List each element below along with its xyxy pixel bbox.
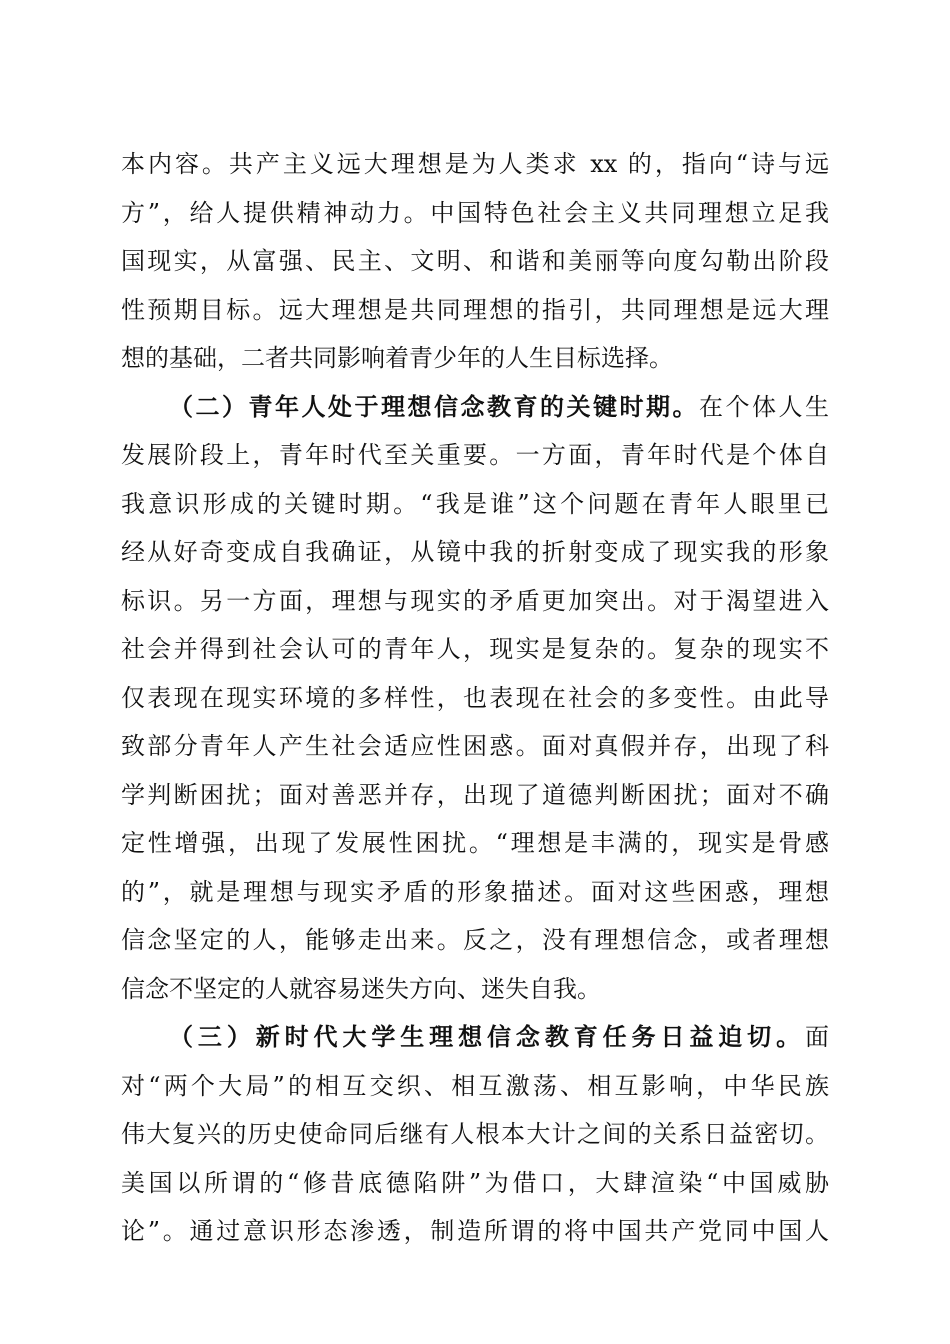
text-line: 学判断困扰；面对善恶并存，出现了道德判断困扰；面对不确: [121, 780, 829, 809]
text-line: 发展阶段上，青年时代至关重要。一方面，青年时代是个体自: [121, 441, 829, 469]
text-line: 国现实，从富强、民主、文明、和谐和美丽等向度勾勒出阶段: [121, 247, 829, 275]
text-line: 对“两个大局”的相互交织、相互激荡、相互影响，中华民族: [121, 1071, 829, 1100]
text-line: 方”，给人提供精神动力。中国特色社会主义共同理想立足我: [121, 198, 829, 227]
text-line: 信念坚定的人，能够走出来。反之，没有理想信念，或者理想: [121, 926, 829, 954]
text-line: 本内容。共产主义远大理想是为人类求 xx 的，指向“诗与远: [121, 150, 829, 178]
text-line: 美国以所谓的“修昔底德陷阱”为借口，大肆渲染“中国威胁: [121, 1168, 829, 1197]
heading-followup-text: 面: [805, 1023, 829, 1051]
text-line: 性预期目标。远大理想是共同理想的指引，共同理想是远大理: [121, 295, 829, 324]
text-line: 我意识形成的关键时期。“我是谁”这个问题在青年人眼里已: [121, 489, 829, 518]
text-line: 伟大复兴的历史使命同后继有人根本大计之间的关系日益密切。: [121, 1120, 829, 1148]
text-line: 想的基础，二者共同影响着青少年的人生目标选择。: [121, 344, 673, 372]
text-line: 论”。通过意识形态渗透，制造所谓的将中国共产党同中国人: [121, 1217, 829, 1245]
text-line: 仅表现在现实环境的多样性，也表现在社会的多变性。由此导: [121, 683, 829, 712]
section-heading: （二）青年人处于理想信念教育的关键时期。: [169, 391, 699, 421]
text-line: 的”，就是理想与现实矛盾的形象描述。面对这些困惑，理想: [121, 877, 829, 906]
document-body: [121, 140, 829, 1256]
text-line: 社会并得到社会认可的青年人，现实是复杂的。复杂的现实不: [121, 635, 829, 663]
text-line: 定性增强，出现了发展性困扰。“理想是丰满的，现实是骨感: [121, 829, 829, 857]
text-line: 致部分青年人产生社会适应性困惑。面对真假并存，出现了科: [121, 732, 829, 760]
text-line: 信念不坚定的人就容易迷失方向、迷失自我。: [121, 974, 601, 1003]
section-heading: （三）新时代大学生理想信念教育任务日益迫切。: [169, 1022, 805, 1051]
text-line: 经从好奇变成自我确证，从镜中我的折射变成了现实我的形象: [121, 538, 829, 566]
paragraph-first-line: [121, 1013, 829, 1062]
paragraph-first-line: [121, 383, 829, 432]
heading-followup-text: 在个体人生: [699, 392, 829, 421]
text-line: 标识。另一方面，理想与现实的矛盾更加突出。对于渴望进入: [121, 586, 829, 615]
